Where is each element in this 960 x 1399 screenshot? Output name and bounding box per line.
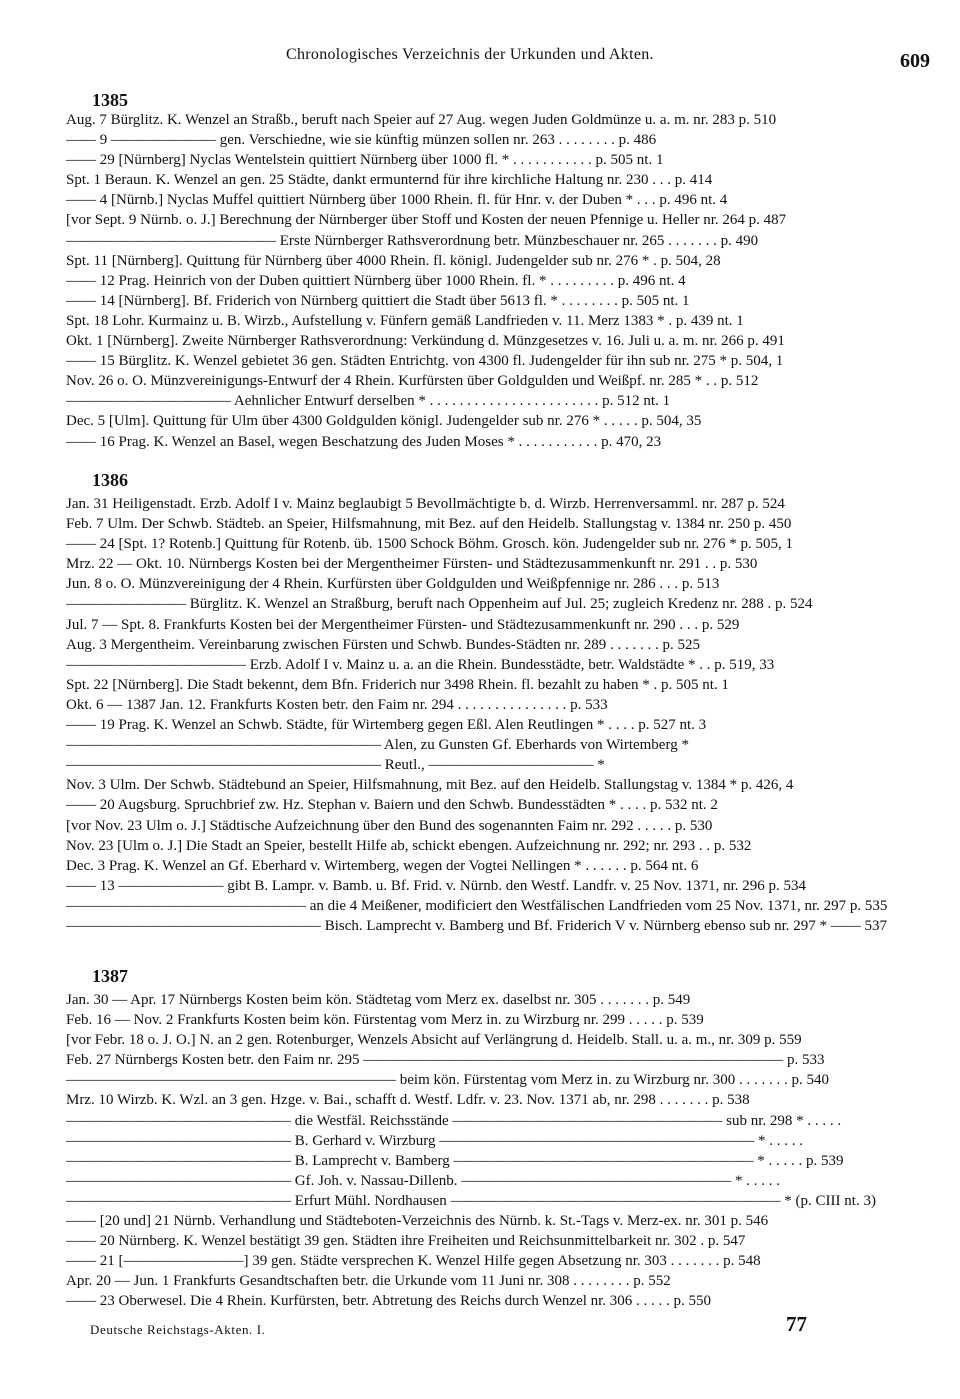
page-header (0, 44, 960, 74)
signature-number: 77 (786, 1312, 807, 1336)
entry-line: ——————————— Aehnlicher Entwurf derselben * . . . . . . . . . . . . . . . . . . . . . . . p. 512 nt. 1 (66, 393, 671, 410)
entry-line: ——————————————— B. Gerhard v. Wirzburg ————————————————————— * . . . . . (66, 1132, 803, 1149)
entry-line: ——————————————— Gf. Joh. v. Nassau-Dillenb. —————————————————— * . . . . . (66, 1172, 781, 1189)
entries-1386 (66, 494, 930, 936)
entry-line: —— 13 ——————— gibt B. Lampr. v. Bamb. u. Bf. Frid. v. Nürnb. den Westf. Landfr. v. 25 Nov. 1371, nr. 296 p. 534 (66, 877, 806, 894)
entry-line: —— 19 Prag. K. Wenzel an Schwb. Städte, für Wirtemberg gegen Eßl. Alen Reutlingen * . . . . p. 527 nt. 3 (66, 717, 707, 734)
entry-line: Feb. 27 Nürnbergs Kosten betr. den Faim nr. 295 ———————————————————————————— p. 533 (66, 1052, 825, 1069)
entry-line: Nov. 26 o. O. Münzvereinigungs-Entwurf der 4 Rhein. Kurfürsten über Goldgulden und Weißpf. nr. 285 * . . p. 512 (66, 373, 759, 390)
entry-line: Okt. 6 — 1387 Jan. 12. Frankfurts Kosten betr. den Faim nr. 294 . . . . . . . . . . . . . . . p. 533 (66, 696, 608, 713)
entry-line: Dec. 5 [Ulm]. Quittung für Ulm über 4300 Goldgulden königl. Judengelder sub nr. 276 * . . . . . p. 504, 35 (66, 413, 702, 430)
entry-line: Jan. 30 — Apr. 17 Nürnbergs Kosten beim kön. Städtetag vom Merz ex. daselbst nr. 305 . . . . . . . p. 549 (66, 992, 691, 1008)
entry-line: —— [20 und] 21 Nürnb. Verhandlung und Städteboten-Verzeichnis des Nürnb. k. St.-Tags v. Merz-ex. nr. 301 p. 546 (66, 1213, 769, 1230)
entry-line: —— 20 Augsburg. Spruchbrief zw. Hz. Stephan v. Baiern und den Schwb. Bundesstädten * . . . . p. 532 nt. 2 (66, 797, 718, 814)
entry-line: ————————————————— Bisch. Lamprecht v. Bamberg und Bf. Friderich V v. Nürnberg ebenso sub nr. 297 * —— 537 (66, 917, 888, 934)
entry-line: Feb. 16 — Nov. 2 Frankfurts Kosten beim kön. Fürstentag vom Merz in. zu Wirzburg nr. 299 . . . . . p. 539 (66, 1012, 704, 1029)
entry-line: ———————————————— an die 4 Meißener, modificiert den Westfälischen Landfrieden vom 25 Nov. 1371, nr. 297 p. 535 (66, 897, 888, 914)
entry-line: Mrz. 10 Wirzb. K. Wzl. an 3 gen. Hzge. v. Bai., schafft d. Westf. Ldfr. v. 23. Nov. 1371 ab, nr. 298 . . . . . . . p. 538 (66, 1092, 750, 1109)
entry-line: Jan. 31 Heiligenstadt. Erzb. Adolf I v. Mainz beglaubigt 5 Bevollmächtigte b. d. Wirzb. Herrenversamml. nr. 287 p. 524 (66, 496, 785, 512)
entry-line: Okt. 1 [Nürnberg]. Zweite Nürnberger Rathsverordnung: Verkündung d. Münzgesetzes v. 16. Juli u. a. m. nr. 266 p. 491 (66, 333, 785, 350)
entry-line: Dec. 3 Prag. K. Wenzel an Gf. Eberhard v. Wirtemberg, wegen der Vogtei Nellingen * . . . . . . p. 564 nt. 6 (66, 857, 699, 874)
entry-line: —— 15 Bürglitz. K. Wenzel gebietet 36 gen. Städten Entrichtg. von 4300 fl. Judengelder für ihn sub nr. 275 * p. 504, 1 (66, 353, 784, 370)
entry-line: —— 12 Prag. Heinrich von der Duben quittiert Nürnberg über 1000 Rhein. fl. * . . . . . . . . . p. 496 nt. 4 (66, 272, 686, 289)
footer-title: Deutsche Reichstags-Akten. I. (90, 1322, 266, 1337)
entry-line: ——————————————— die Westfäl. Reichsstände —————————————————— sub nr. 298 * . . . . . (66, 1112, 842, 1129)
entry-line: Aug. 3 Mergentheim. Vereinbarung zwischen Fürsten und Schwb. Bundes-Städten nr. 289 . . . . . . . p. 525 (66, 636, 700, 653)
entry-line: Jul. 7 — Spt. 8. Frankfurts Kosten bei der Mergentheimer Fürsten- und Städtezusammenkunft nr. 290 . . . p. 529 (66, 616, 740, 633)
entry-line: —— 20 Nürnberg. K. Wenzel bestätigt 39 gen. Städten ihre Freiheiten und Reichsunmittelbarkeit nr. 302 . p. 547 (66, 1233, 746, 1250)
entry-line: Spt. 11 [Nürnberg]. Quittung für Nürnberg über 4000 Rhein. fl. königl. Judengelder sub nr. 276 * . p. 504, 28 (66, 252, 721, 269)
year-heading-1387: 1387 (92, 966, 128, 986)
entry-line: —— 24 [Spt. 1? Rotenb.] Quittung für Rotenb. üb. 1500 Schock Böhm. Grosch. kön. Judengelder sub nr. 276 * p. 505, 1 (66, 536, 794, 553)
entries-1385 (66, 110, 930, 452)
entry-line: Jun. 8 o. O. Münzvereinigung der 4 Rhein. Kurfürsten über Goldgulden und Weißpfennige nr. 286 . . . p. 513 (66, 576, 720, 593)
entry-line: ————————————————————— Alen, zu Gunsten Gf. Eberhards von Wirtemberg * (66, 737, 689, 754)
entry-line: ————————————————————— Reutl., ——————————— * (66, 757, 605, 774)
entry-line: Mrz. 22 — Okt. 10. Nürnbergs Kosten bei der Mergentheimer Fürsten- und Städtezusammenkunft nr. 291 . . p. 530 (66, 556, 758, 573)
entry-line: Feb. 7 Ulm. Der Schwb. Städteb. an Speier, Hilfsmahnung, mit Bez. auf den Heidelb. Stallungstag v. 1384 nr. 250 p. 450 (66, 516, 792, 533)
entry-line: [vor Febr. 18 o. J. O.] N. an 2 gen. Rotenburger, Wenzels Absicht auf Verlängrung d. Heidelb. Stall. u. a. m., nr. 309 p. 559 (66, 1032, 802, 1049)
page-footer (0, 1312, 960, 1338)
entry-line: ——————————————— B. Lamprecht v. Bamberg ———————————————————— * . . . . . p. 539 (66, 1152, 844, 1169)
entries-1387 (66, 990, 930, 1312)
entry-line: —— 4 [Nürnb.] Nyclas Muffel quittiert Nürnberg über 1000 Rhein. fl. für Hnr. v. der Duben * . . . p. 496 nt. 4 (66, 192, 728, 209)
running-title: Chronologisches Verzeichnis der Urkunden und Akten. (286, 46, 654, 63)
entry-line: —————————————————————— beim kön. Fürstentag vom Merz in. zu Wirzburg nr. 300 . . . . . . . p. 540 (66, 1072, 829, 1089)
entry-line: ———————————— Erzb. Adolf I v. Mainz u. a. an die Rhein. Bundesstädte, betr. Waldstädte * . . p. 519, 33 (66, 656, 775, 673)
entry-line: Spt. 1 Beraun. K. Wenzel an gen. 25 Städte, dankt ermunternd für ihre kirchliche Haltung nr. 230 . . . p. 414 (66, 172, 713, 189)
entry-line: Apr. 20 — Jun. 1 Frankfurts Gesandtschaften betr. die Urkunde vom 11 Juni nr. 308 . . . . . . . . p. 552 (66, 1273, 671, 1290)
entry-line: —— 21 [————————] 39 gen. Städte versprechen K. Wenzel Hilfe gegen Absetzung nr. 303 . . . . . . . p. 548 (66, 1253, 761, 1270)
year-heading-1385: 1385 (92, 90, 128, 110)
entry-line: —— 16 Prag. K. Wenzel an Basel, wegen Beschatzung des Juden Moses * . . . . . . . . . . . p. 470, 23 (66, 433, 662, 450)
entry-line: ——————————————— Erfurt Mühl. Nordhausen —————————————————————— * (p. CIII nt. 3) (66, 1192, 876, 1209)
entry-line: Nov. 23 [Ulm o. J.] Die Stadt an Speier, bestellt Hilfe ab, schickt ebengen. Aufzeichnung nr. 292; nr. 293 . . p. 532 (66, 837, 752, 854)
entry-line: [vor Sept. 9 Nürnb. o. J.] Berechnung der Nürnberger über Stoff und Kosten der neuen Pfennige u. Heller nr. 264 p. 487 (66, 212, 787, 229)
entry-line: —————————————— Erste Nürnberger Rathsverordnung betr. Münzbeschauer nr. 265 . . . . . . . p. 490 (66, 232, 759, 249)
entry-line: Nov. 3 Ulm. Der Schwb. Städtebund an Speier, Hilfsmahnung, mit Bez. auf den Heidelb. Stallungstag v. 1384 * p. 426, 4 (66, 777, 794, 794)
entry-line: Spt. 22 [Nürnberg]. Die Stadt bekennt, dem Bfn. Friderich nur 3498 Rhein. fl. bezahlt zu haben * . p. 505 nt. 1 (66, 676, 729, 693)
entry-line: —— 9 ——————— gen. Verschiedne, wie sie künftig münzen sollen nr. 263 . . . . . . . . p. 486 (66, 132, 657, 149)
entry-line: —— 29 [Nürnberg] Nyclas Wentelstein quittiert Nürnberg über 1000 fl. * . . . . . . . . . . . p. 505 nt. 1 (66, 152, 664, 169)
entry-line: Aug. 7 Bürglitz. K. Wenzel an Straßb., beruft nach Speier auf 27 Aug. wegen Juden Goldmünze u. a. m. nr. 283 p. 510 (66, 112, 777, 128)
year-heading-1386: 1386 (92, 470, 128, 490)
entry-line: Spt. 18 Lohr. Kurmainz u. B. Wirzb., Aufstellung v. Fünfern gemäß Landfrieden v. 11. Merz 1383 * . p. 439 nt. 1 (66, 312, 744, 329)
entry-line: ———————— Bürglitz. K. Wenzel an Straßburg, beruft nach Oppenheim auf Jul. 25; zugleich Kredenz nr. 288 . p. 524 (66, 596, 813, 613)
page-number: 609 (900, 50, 930, 72)
entry-line: [vor Nov. 23 Ulm o. J.] Städtische Aufzeichnung über den Bund des sogenannten Faim nr. 292 . . . . . p. 530 (66, 817, 713, 834)
entry-line: —— 23 Oberwesel. Die 4 Rhein. Kurfürsten, betr. Abtretung des Reichs durch Wenzel nr. 306 . . . . . p. 550 (66, 1293, 712, 1310)
entry-line: —— 14 [Nürnberg]. Bf. Friderich von Nürnberg quittiert die Stadt über 5613 fl. * . . . . . . . . p. 505 nt. 1 (66, 292, 690, 309)
